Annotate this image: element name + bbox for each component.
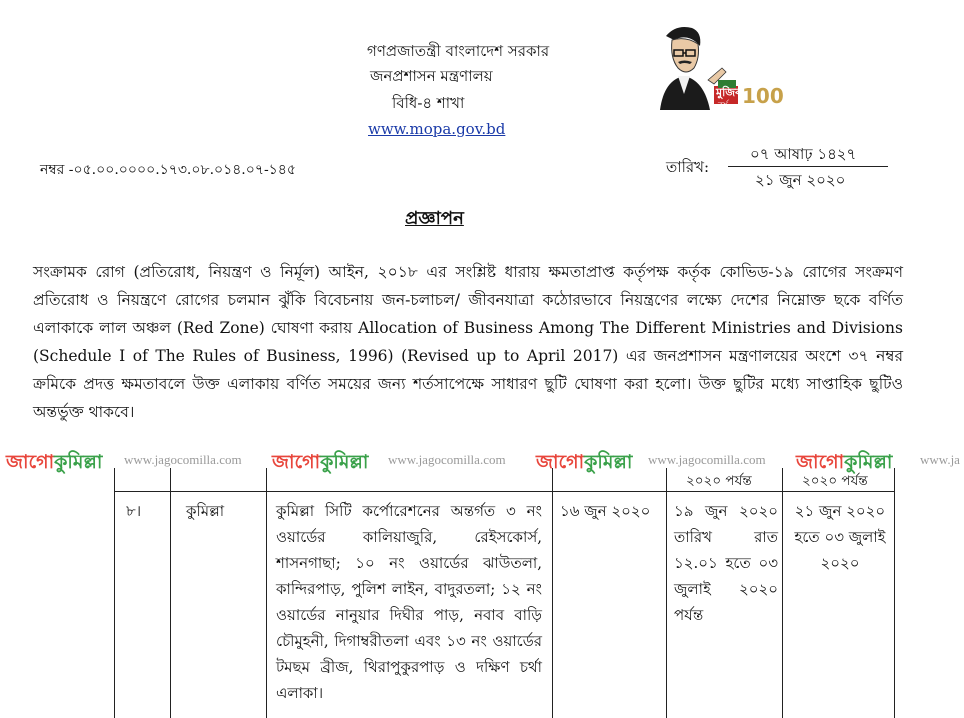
website-link[interactable]: www.mopa.gov.bd <box>368 120 506 138</box>
table-header-rule <box>114 491 894 492</box>
watermark-strip <box>0 446 964 474</box>
date-english: ২১ জুন ২০২০ <box>755 171 846 189</box>
header-fragment-holiday: ২০২০ পর্যন্ত <box>802 473 868 489</box>
cell-holiday-period: ২১ জুন ২০২০ হতে ০৩ জুলাই ২০২০ <box>794 502 886 572</box>
mujib-borsho-logo <box>656 24 784 111</box>
cell-serial: ৮। <box>126 502 142 520</box>
table-col-divider <box>666 468 667 718</box>
table-col-divider <box>552 468 553 718</box>
watermark-url: www.jagocomilla.com <box>648 452 766 467</box>
watermark-url: www.jagocomilla.com <box>124 452 242 467</box>
watermark-url: www.jagocomilla.com <box>388 452 506 467</box>
watermark-logo: জাগোকুমিল্লা <box>6 451 103 473</box>
logo-text-mujib: মুজিব <box>716 86 742 99</box>
header-fragment-redzone: ২০২০ পর্যন্ত <box>686 473 752 489</box>
table-col-divider <box>266 468 267 718</box>
ministry-name: জনপ্রশাসন মন্ত্রণালয় <box>370 67 493 85</box>
memo-number: নম্বর -০৫.০০.০০০০.১৭৩.০৮.০১৪.০৭-১৪৫ <box>40 162 296 178</box>
date-label: তারিখ: <box>666 158 710 176</box>
notice-title: প্রজ্ঞাপন <box>405 208 464 229</box>
cell-district: কুমিল্লা <box>186 502 225 520</box>
government-name: গণপ্রজাতন্ত্রী বাংলাদেশ সরকার <box>367 42 550 60</box>
watermark-logo: জাগোকুমিল্লা <box>272 451 369 473</box>
cell-area: কুমিল্লা সিটি কর্পোরেশনের অন্তর্গত ৩ নং ওয়ার্ডের কালিয়াজুরি, রেইসকোর্স, শাসনগাছা; ১০ নং ওয়ার্ডের ঝাউতলা, কান্দিরপাড়, পুলিশ লাইন, বাদুরতলা; ১২ নং ওয়ার্ডের নানুয়ার দিঘীর পাড়, নবাব বাড়ি চৌমুহনী, দিগাম্বরীতলা এবং ১৩ নং ওয়ার্ডের টমছম ব্রীজ, থিরাপুকুরপাড় ও দক্ষিণ চর্থা এলাকা। <box>276 502 542 702</box>
section-name: বিধি-৪ শাখা <box>392 94 465 112</box>
table-col-divider <box>170 468 171 718</box>
date-divider <box>728 166 888 167</box>
watermark-logo: জাগোকুমিল্লা <box>536 451 633 473</box>
watermark-url-cut: www.ja <box>920 452 960 467</box>
watermark-logo: জাগোকুমিল্লা <box>796 451 893 473</box>
table-border-left <box>114 468 115 718</box>
logo-text-100: 100 <box>742 84 784 108</box>
table-col-divider <box>782 468 783 718</box>
cell-declared-date: ১৬ জুন ২০২০ <box>560 502 651 520</box>
table-border-right <box>894 468 895 718</box>
red-zone-table <box>114 468 896 718</box>
logo-text-borsho: বর্ষ <box>718 101 728 111</box>
date-bangla: ০৭ আষাঢ় ১৪২৭ <box>750 145 857 163</box>
cell-redzone-period: ১৯ জুন ২০২০ তারিখ রাত ১২.০১ হতে ০৩ জুলাই ২০২০ পর্যন্ত <box>674 502 778 624</box>
notice-body: সংক্রামক রোগ (প্রতিরোধ, নিয়ন্ত্রণ ও নির্মূল) আইন, ২০১৮ এর সংশ্লিষ্ট ধারায় ক্ষমতাপ্রাপ্ত কর্তৃপক্ষ কর্তৃক কোভিড-১৯ রোগের সংক্রমণ প্রতিরোধ ও নিয়ন্ত্রণে রোগের চলমান ঝুঁকি বিবেচনায় জন-চলাচল/ জীবনযাত্রা কঠোরভাবে নিয়ন্ত্রণের লক্ষ্যে দেশের নিম্নোক্ত ছকে বর্ণিত এলাকাকে লাল অঞ্চল (Red Zone) ঘোষণা করায় Allocation of Business Among The Different Ministries and Divisions (Schedule I of The Rules of Business, 1996) (Revised up to April 2017) এর জনপ্রশাসন মন্ত্রণালয়ের অংশে ৩৭ নম্বর ক্রমিকে প্রদত্ত ক্ষমতাবলে উক্ত এলাকায় বর্ণিত সময়ের জন্য শর্তসাপেক্ষে সাধারণ ছুটি ঘোষণা করা হলো। উক্ত ছুটির মধ্যে সাপ্তাহিক ছুটিও অন্তর্ভুক্ত থাকবে। <box>33 263 903 421</box>
